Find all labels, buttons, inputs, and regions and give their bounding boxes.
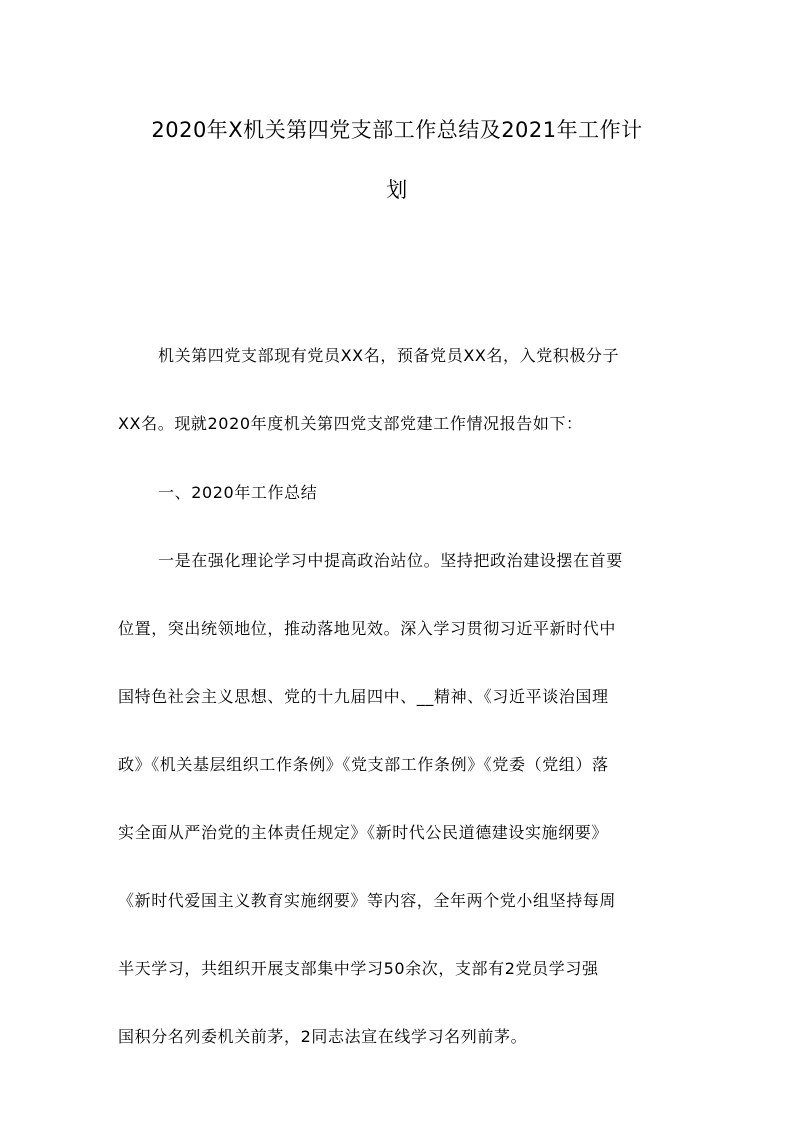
section-heading: [118, 459, 676, 527]
body-line: 政》《机关基层组织工作条例》《党支部工作条例》《党委（党组）落: [118, 755, 609, 774]
body-line: 半天学习，共组织开展支部集中学习50余次，支部有2党员学习强: [118, 959, 599, 978]
body-line: 《新时代爱国主义教育实施纲要》等内容，全年两个党小组坚持每周: [118, 891, 617, 910]
document-title-line-1: 2020年X机关第四党支部工作总结及2021年工作计: [151, 118, 643, 142]
intro-paragraph: [118, 322, 676, 458]
body-line: 国特色社会主义思想、党的十九届四中、__精神、《习近平谈治国理: [118, 687, 609, 706]
intro-line: 机关第四党支部现有党员XX名，预备党员XX名，入党积极分子: [158, 346, 620, 365]
section-heading-text: 一、2020年工作总结: [158, 483, 318, 502]
body-line: 一是在强化理论学习中提高政治站位。坚持把政治建设摆在首要: [158, 551, 623, 570]
document-title-line-2: 划: [386, 178, 408, 202]
intro-line: XX名。现就2020年度机关第四党支部党建工作情况报告如下：: [118, 414, 583, 433]
body-paragraph: [118, 527, 676, 1071]
body-line: 国积分名列委机关前茅，2同志法宣在线学习名列前茅。: [118, 1027, 528, 1046]
body-line: 位置，突出统领地位，推动落地见效。深入学习贯彻习近平新时代中: [118, 619, 617, 638]
body-line: 实全面从严治党的主体责任规定》《新时代公民道德建设实施纲要》: [118, 823, 609, 842]
